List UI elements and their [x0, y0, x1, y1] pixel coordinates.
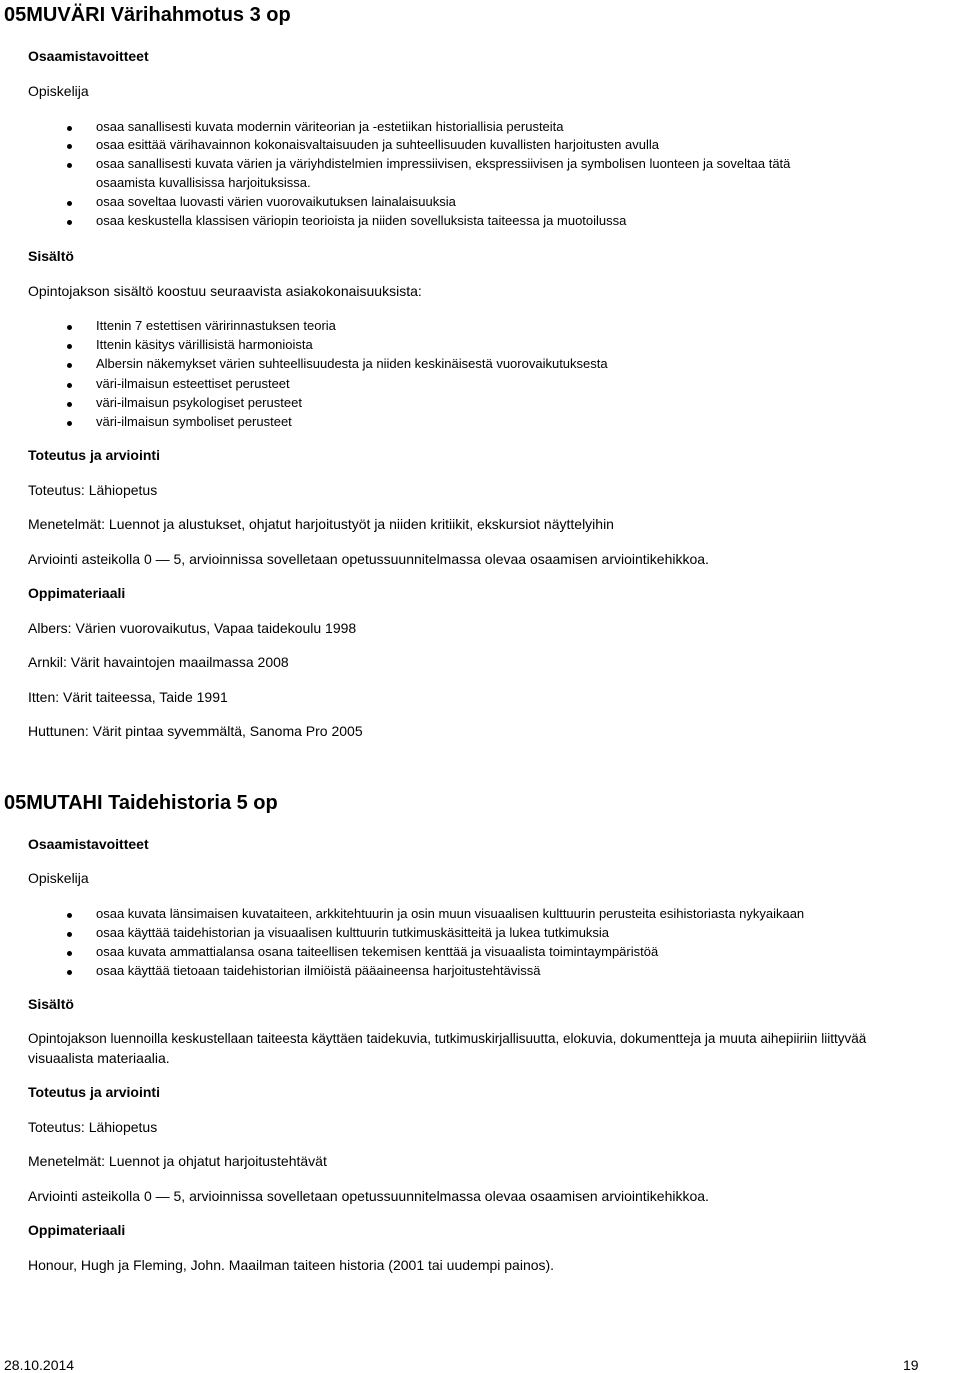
- course1-content-heading: Sisältö: [28, 248, 74, 264]
- course1-goals-heading: Osaamistavoitteet: [28, 48, 149, 64]
- course2-materials-heading: Oppimateriaali: [28, 1222, 126, 1238]
- course1-impl-heading: Toteutus ja arviointi: [28, 447, 160, 463]
- list-item: väri-ilmaisun psykologiset perusteet: [96, 395, 302, 410]
- bullet-icon: [67, 402, 72, 407]
- course2-title: 05MUTAHI Taidehistoria 5 op: [4, 792, 278, 814]
- list-item: Ittenin 7 estettisen väririnnastuksen teoria: [96, 318, 336, 333]
- footer-date: 28.10.2014: [4, 1357, 75, 1373]
- list-item-continuation: osaamista kuvallisissa harjoituksissa.: [96, 175, 311, 190]
- course2-content-line: Opintojakson luennoilla keskustellaan taiteesta käyttäen taidekuvia, tutkimuskirjallisuutta, elokuvia, dokumentteja ja muuta aihepiiriin liittyvää: [28, 1031, 867, 1046]
- bullet-icon: [67, 363, 72, 368]
- list-item: osaa käyttää taidehistorian ja visuaalisen kulttuurin tutkimuskäsitteitä ja lukea tutkimuksia: [96, 925, 610, 940]
- list-item: osaa käyttää tietoaan taidehistorian ilmiöistä pääaineensa harjoitustehtävissä: [96, 963, 541, 978]
- course2-impl: Toteutus: Lähiopetus: [28, 1119, 158, 1135]
- course2-methods: Menetelmät: Luennot ja ohjatut harjoitustehtävät: [28, 1153, 327, 1169]
- bullet-icon: [67, 913, 72, 918]
- bullet-icon: [67, 421, 72, 426]
- course2-student-label: Opiskelija: [28, 870, 89, 886]
- list-item: osaa soveltaa luovasti värien vuorovaikutuksen lainalaisuuksia: [96, 194, 456, 209]
- course1-material: Albers: Värien vuorovaikutus, Vapaa taidekoulu 1998: [28, 620, 357, 636]
- course1-title: 05MUVÄRI Värihahmotus 3 op: [4, 4, 291, 26]
- course1-impl: Toteutus: Lähiopetus: [28, 482, 158, 498]
- list-item: Ittenin käsitys värillisistä harmonioista: [96, 337, 313, 352]
- course1-materials-heading: Oppimateriaali: [28, 585, 126, 601]
- list-item: osaa esittää värihavainnon kokonaisvaltaisuuden ja suhteellisuuden kuvallisten harjoitusten avulla: [96, 137, 659, 152]
- course2-content-heading: Sisältö: [28, 996, 74, 1012]
- course1-material: Arnkil: Värit havaintojen maailmassa 2008: [28, 654, 289, 670]
- course1-assessment: Arviointi asteikolla 0 — 5, arvioinnissa sovelletaan opetussuunnitelmassa olevaa osaamisen arviointikehikkoa.: [28, 551, 709, 567]
- bullet-icon: [67, 951, 72, 956]
- course1-student-label: Opiskelija: [28, 83, 89, 99]
- bullet-icon: [67, 932, 72, 937]
- course2-material: Honour, Hugh ja Fleming, John. Maailman taiteen historia (2001 tai uudempi painos).: [28, 1257, 555, 1273]
- course2-content-line: visuaalista materiaalia.: [28, 1050, 170, 1066]
- list-item: osaa keskustella klassisen väriopin teorioista ja niiden sovelluksista taiteessa ja muotoilussa: [96, 213, 627, 228]
- course1-material: Huttunen: Värit pintaa syvemmältä, Sanoma Pro 2005: [28, 723, 363, 739]
- bullet-icon: [67, 383, 72, 388]
- bullet-icon: [67, 970, 72, 975]
- bullet-icon: [67, 220, 72, 225]
- list-item: osaa kuvata länsimaisen kuvataiteen, arkkitehtuurin ja osin muun visuaalisen kulttuurin perusteita esihistoriasta nykyaikaan: [96, 906, 805, 921]
- course1-material: Itten: Värit taiteessa, Taide 1991: [28, 689, 228, 705]
- list-item: Albersin näkemykset värien suhteellisuudesta ja niiden keskinäisestä vuorovaikutuksesta: [96, 356, 608, 371]
- course2-goals-heading: Osaamistavoitteet: [28, 836, 149, 852]
- list-item: väri-ilmaisun symboliset perusteet: [96, 414, 292, 429]
- bullet-icon: [67, 144, 72, 149]
- bullet-icon: [67, 325, 72, 330]
- list-item: osaa sanallisesti kuvata värien ja väriyhdistelmien impressiivisen, ekspressiivisen ja symbolisen luonteen ja soveltaa tätä: [96, 156, 791, 171]
- course2-impl-heading: Toteutus ja arviointi: [28, 1084, 160, 1100]
- course1-content-intro: Opintojakson sisältö koostuu seuraavista asiakokonaisuuksista:: [28, 283, 422, 299]
- bullet-icon: [67, 163, 72, 168]
- bullet-icon: [67, 344, 72, 349]
- course2-assessment: Arviointi asteikolla 0 — 5, arvioinnissa sovelletaan opetussuunnitelmassa olevaa osaamisen arviointikehikkoa.: [28, 1188, 709, 1204]
- list-item: osaa kuvata ammattialansa osana taiteellisen tekemisen kenttää ja visuaalista toimintaympäristöä: [96, 944, 659, 959]
- bullet-icon: [67, 201, 72, 206]
- bullet-icon: [67, 126, 72, 131]
- footer-page-number: 19: [903, 1357, 919, 1373]
- list-item: osaa sanallisesti kuvata modernin väriteorian ja -estetiikan historiallisia perusteita: [96, 119, 564, 134]
- list-item: väri-ilmaisun esteettiset perusteet: [96, 376, 290, 391]
- course1-methods: Menetelmät: Luennot ja alustukset, ohjatut harjoitustyöt ja niiden kritiikit, ekskursiot näyttelyihin: [28, 516, 614, 532]
